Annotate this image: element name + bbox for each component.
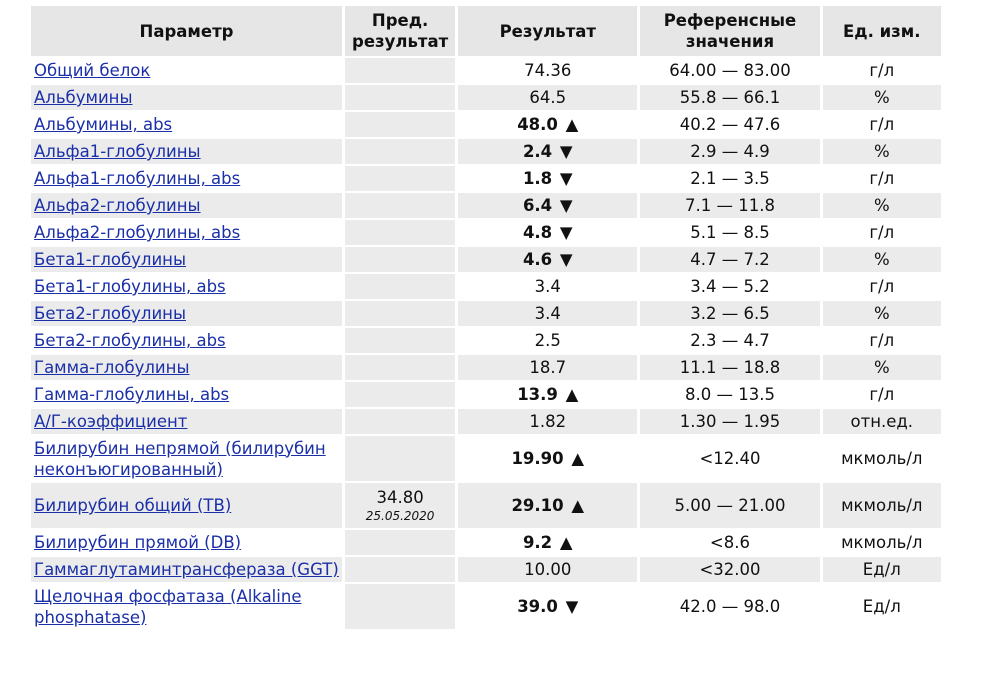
param-cell	[31, 436, 342, 481]
reference-cell: 5.00 — 21.00	[640, 483, 819, 528]
table-header-row	[31, 6, 941, 56]
table-row	[31, 301, 941, 326]
param-link[interactable]: Общий белок	[34, 61, 151, 80]
result-value: 39.0	[517, 597, 558, 616]
unit-cell: %	[823, 139, 941, 164]
param-link[interactable]: Гамма-глобулины	[34, 358, 190, 377]
prev-result-date: 25.05.2020	[365, 508, 435, 523]
reference-cell: 55.8 — 66.1	[640, 85, 819, 110]
table-row	[31, 139, 941, 164]
table-row	[31, 409, 941, 434]
prev-result-cell	[345, 530, 455, 555]
prev-result-cell	[345, 584, 455, 629]
param-cell	[31, 328, 342, 353]
arrow-down-icon: ▼	[559, 169, 573, 188]
reference-cell: 40.2 — 47.6	[679, 115, 781, 134]
result-value: 9.2	[522, 533, 553, 552]
arrow-down-icon: ▼	[559, 196, 573, 215]
table-row	[31, 85, 941, 110]
unit-cell: г/л	[869, 277, 895, 296]
result-cell	[458, 584, 637, 629]
table-row	[31, 530, 941, 555]
param-cell	[31, 409, 342, 434]
reference-cell: 2.3 — 4.7	[690, 331, 770, 350]
table-row	[31, 436, 941, 481]
param-cell	[31, 483, 342, 528]
result-value: 3.4	[534, 304, 561, 323]
lab-results-table	[28, 4, 944, 631]
unit-cell: г/л	[869, 223, 895, 242]
param-link[interactable]: Билирубин прямой (DB)	[34, 533, 242, 552]
prev-result-cell	[345, 274, 455, 299]
param-cell	[31, 58, 342, 83]
unit-cell: %	[823, 247, 941, 272]
unit-cell: %	[823, 85, 941, 110]
prev-result-cell	[345, 166, 455, 191]
result-cell	[458, 247, 637, 272]
result-cell	[458, 530, 637, 555]
reference-cell: 42.0 — 98.0	[679, 597, 781, 616]
result-value: 29.10	[511, 496, 564, 515]
arrow-up-icon: ▲	[565, 115, 579, 134]
param-cell	[31, 382, 342, 407]
reference-cell: 64.00 — 83.00	[669, 61, 791, 80]
reference-cell: <12.40	[699, 449, 761, 468]
unit-cell: %	[823, 301, 941, 326]
prev-result-cell	[345, 436, 455, 481]
param-link[interactable]: Альфа2-глобулины, abs	[34, 223, 241, 242]
result-cell	[458, 409, 637, 434]
table-row	[31, 112, 941, 137]
arrow-up-icon: ▲	[571, 449, 585, 468]
param-link[interactable]: Бета2-глобулины	[34, 304, 186, 323]
table-row	[31, 220, 941, 245]
result-value: 1.82	[529, 412, 567, 431]
reference-cell: 3.2 — 6.5	[640, 301, 819, 326]
reference-cell: 4.7 — 7.2	[640, 247, 819, 272]
result-cell	[458, 436, 637, 481]
param-link[interactable]: Гамма-глобулины, abs	[34, 385, 230, 404]
arrow-down-icon: ▼	[565, 597, 579, 616]
param-link[interactable]: Альфа2-глобулины	[34, 196, 201, 215]
reference-cell: 2.9 — 4.9	[640, 139, 819, 164]
prev-result-cell	[345, 85, 455, 110]
unit-cell: г/л	[869, 169, 895, 188]
result-cell	[458, 557, 637, 582]
result-cell	[458, 382, 637, 407]
prev-result-cell	[345, 557, 455, 582]
prev-result-cell	[345, 355, 455, 380]
reference-cell: 11.1 — 18.8	[640, 355, 819, 380]
param-cell	[31, 112, 342, 137]
param-cell	[31, 166, 342, 191]
unit-cell: г/л	[869, 331, 895, 350]
param-cell	[31, 139, 342, 164]
result-value: 2.4	[522, 142, 553, 161]
param-link[interactable]: Билирубин непрямой (билирубин неконъюгированный)	[34, 438, 326, 479]
param-cell	[31, 355, 342, 380]
unit-cell: %	[823, 355, 941, 380]
arrow-up-icon: ▲	[565, 385, 579, 404]
result-cell	[458, 301, 637, 326]
param-cell	[31, 85, 342, 110]
unit-cell: г/л	[869, 385, 895, 404]
table-row	[31, 166, 941, 191]
param-link[interactable]: Билирубин общий (TB)	[34, 496, 232, 515]
reference-cell: <8.6	[709, 533, 750, 552]
result-value: 48.0	[517, 115, 558, 134]
unit-cell: г/л	[869, 115, 895, 134]
result-cell	[458, 220, 637, 245]
result-cell	[458, 166, 637, 191]
result-cell	[458, 139, 637, 164]
result-value: 19.90	[511, 449, 564, 468]
table-row	[31, 58, 941, 83]
result-value: 1.8	[522, 169, 553, 188]
reference-cell: 2.1 — 3.5	[690, 169, 770, 188]
header-unit: Ед. изм.	[823, 6, 941, 56]
param-link[interactable]: Бета1-глобулины	[34, 250, 186, 269]
param-cell	[31, 193, 342, 218]
arrow-down-icon: ▼	[559, 223, 573, 242]
param-link[interactable]: Щелочная фосфатаза (Alkaline phosphatase)	[34, 586, 302, 627]
result-value: 2.5	[534, 331, 561, 350]
unit-cell: мкмоль/л	[823, 483, 941, 528]
result-cell	[458, 112, 637, 137]
param-link[interactable]: Гаммаглутаминтрансфераза (GGT)	[34, 560, 339, 579]
param-link[interactable]: Альфа1-глобулины, abs	[34, 169, 241, 188]
table-row	[31, 355, 941, 380]
reference-cell: 1.30 — 1.95	[640, 409, 819, 434]
result-value: 3.4	[534, 277, 561, 296]
table-row	[31, 382, 941, 407]
reference-cell: 7.1 — 11.8	[640, 193, 819, 218]
prev-result-cell	[345, 328, 455, 353]
param-link[interactable]: Бета1-глобулины, abs	[34, 277, 226, 296]
result-value: 74.36	[524, 61, 572, 80]
table-row	[31, 483, 941, 528]
prev-result-cell	[345, 409, 455, 434]
unit-cell: мкмоль/л	[841, 533, 923, 552]
table-row	[31, 274, 941, 299]
unit-cell: Ед/л	[823, 557, 941, 582]
unit-cell: Ед/л	[862, 597, 901, 616]
table-row	[31, 247, 941, 272]
result-value: 4.8	[522, 223, 553, 242]
result-cell	[458, 355, 637, 380]
prev-result-cell	[345, 483, 455, 528]
prev-result-cell	[345, 139, 455, 164]
table-row	[31, 557, 941, 582]
unit-cell: мкмоль/л	[841, 449, 923, 468]
reference-cell: 8.0 — 13.5	[684, 385, 775, 404]
result-value: 13.9	[517, 385, 558, 404]
unit-cell: г/л	[869, 61, 895, 80]
result-value: 18.7	[529, 358, 567, 377]
header-result: Результат	[458, 6, 637, 56]
param-cell	[31, 274, 342, 299]
param-cell	[31, 247, 342, 272]
param-cell	[31, 530, 342, 555]
reference-cell: 3.4 — 5.2	[690, 277, 770, 296]
param-cell	[31, 220, 342, 245]
arrow-down-icon: ▼	[559, 142, 573, 161]
param-cell	[31, 584, 342, 629]
prev-result-cell	[345, 112, 455, 137]
param-cell	[31, 301, 342, 326]
prev-result-cell	[345, 58, 455, 83]
result-cell	[458, 274, 637, 299]
param-link[interactable]: Альфа1-глобулины	[34, 142, 201, 161]
result-value: 6.4	[522, 196, 553, 215]
param-link[interactable]: А/Г-коэффициент	[34, 412, 188, 431]
prev-result-cell	[345, 301, 455, 326]
reference-cell: 5.1 — 8.5	[690, 223, 770, 242]
arrow-up-icon: ▲	[559, 533, 573, 552]
table-body	[31, 58, 941, 629]
arrow-up-icon: ▲	[571, 496, 585, 515]
param-link[interactable]: Бета2-глобулины, abs	[34, 331, 226, 350]
result-value: 64.5	[529, 88, 567, 107]
param-link[interactable]: Альбумины, abs	[34, 115, 173, 134]
header-prev-result: Пред. результат	[345, 6, 455, 56]
table-row	[31, 584, 941, 629]
prev-result-cell	[345, 193, 455, 218]
header-param: Параметр	[31, 6, 342, 56]
prev-result-cell	[345, 220, 455, 245]
result-value: 10.00	[524, 560, 572, 579]
prev-result-cell	[345, 382, 455, 407]
result-cell	[458, 483, 637, 528]
prev-result-value: 34.80	[376, 487, 424, 507]
param-cell	[31, 557, 342, 582]
result-cell	[458, 193, 637, 218]
unit-cell: %	[823, 193, 941, 218]
result-cell	[458, 58, 637, 83]
result-cell	[458, 328, 637, 353]
header-reference: Референсные значения	[640, 6, 819, 56]
unit-cell: отн.ед.	[823, 409, 941, 434]
prev-result-cell	[345, 247, 455, 272]
arrow-down-icon: ▼	[559, 250, 573, 269]
table-row	[31, 328, 941, 353]
param-link[interactable]: Альбумины	[34, 88, 133, 107]
table-row	[31, 193, 941, 218]
reference-cell: <32.00	[640, 557, 819, 582]
result-cell	[458, 85, 637, 110]
result-value: 4.6	[522, 250, 553, 269]
